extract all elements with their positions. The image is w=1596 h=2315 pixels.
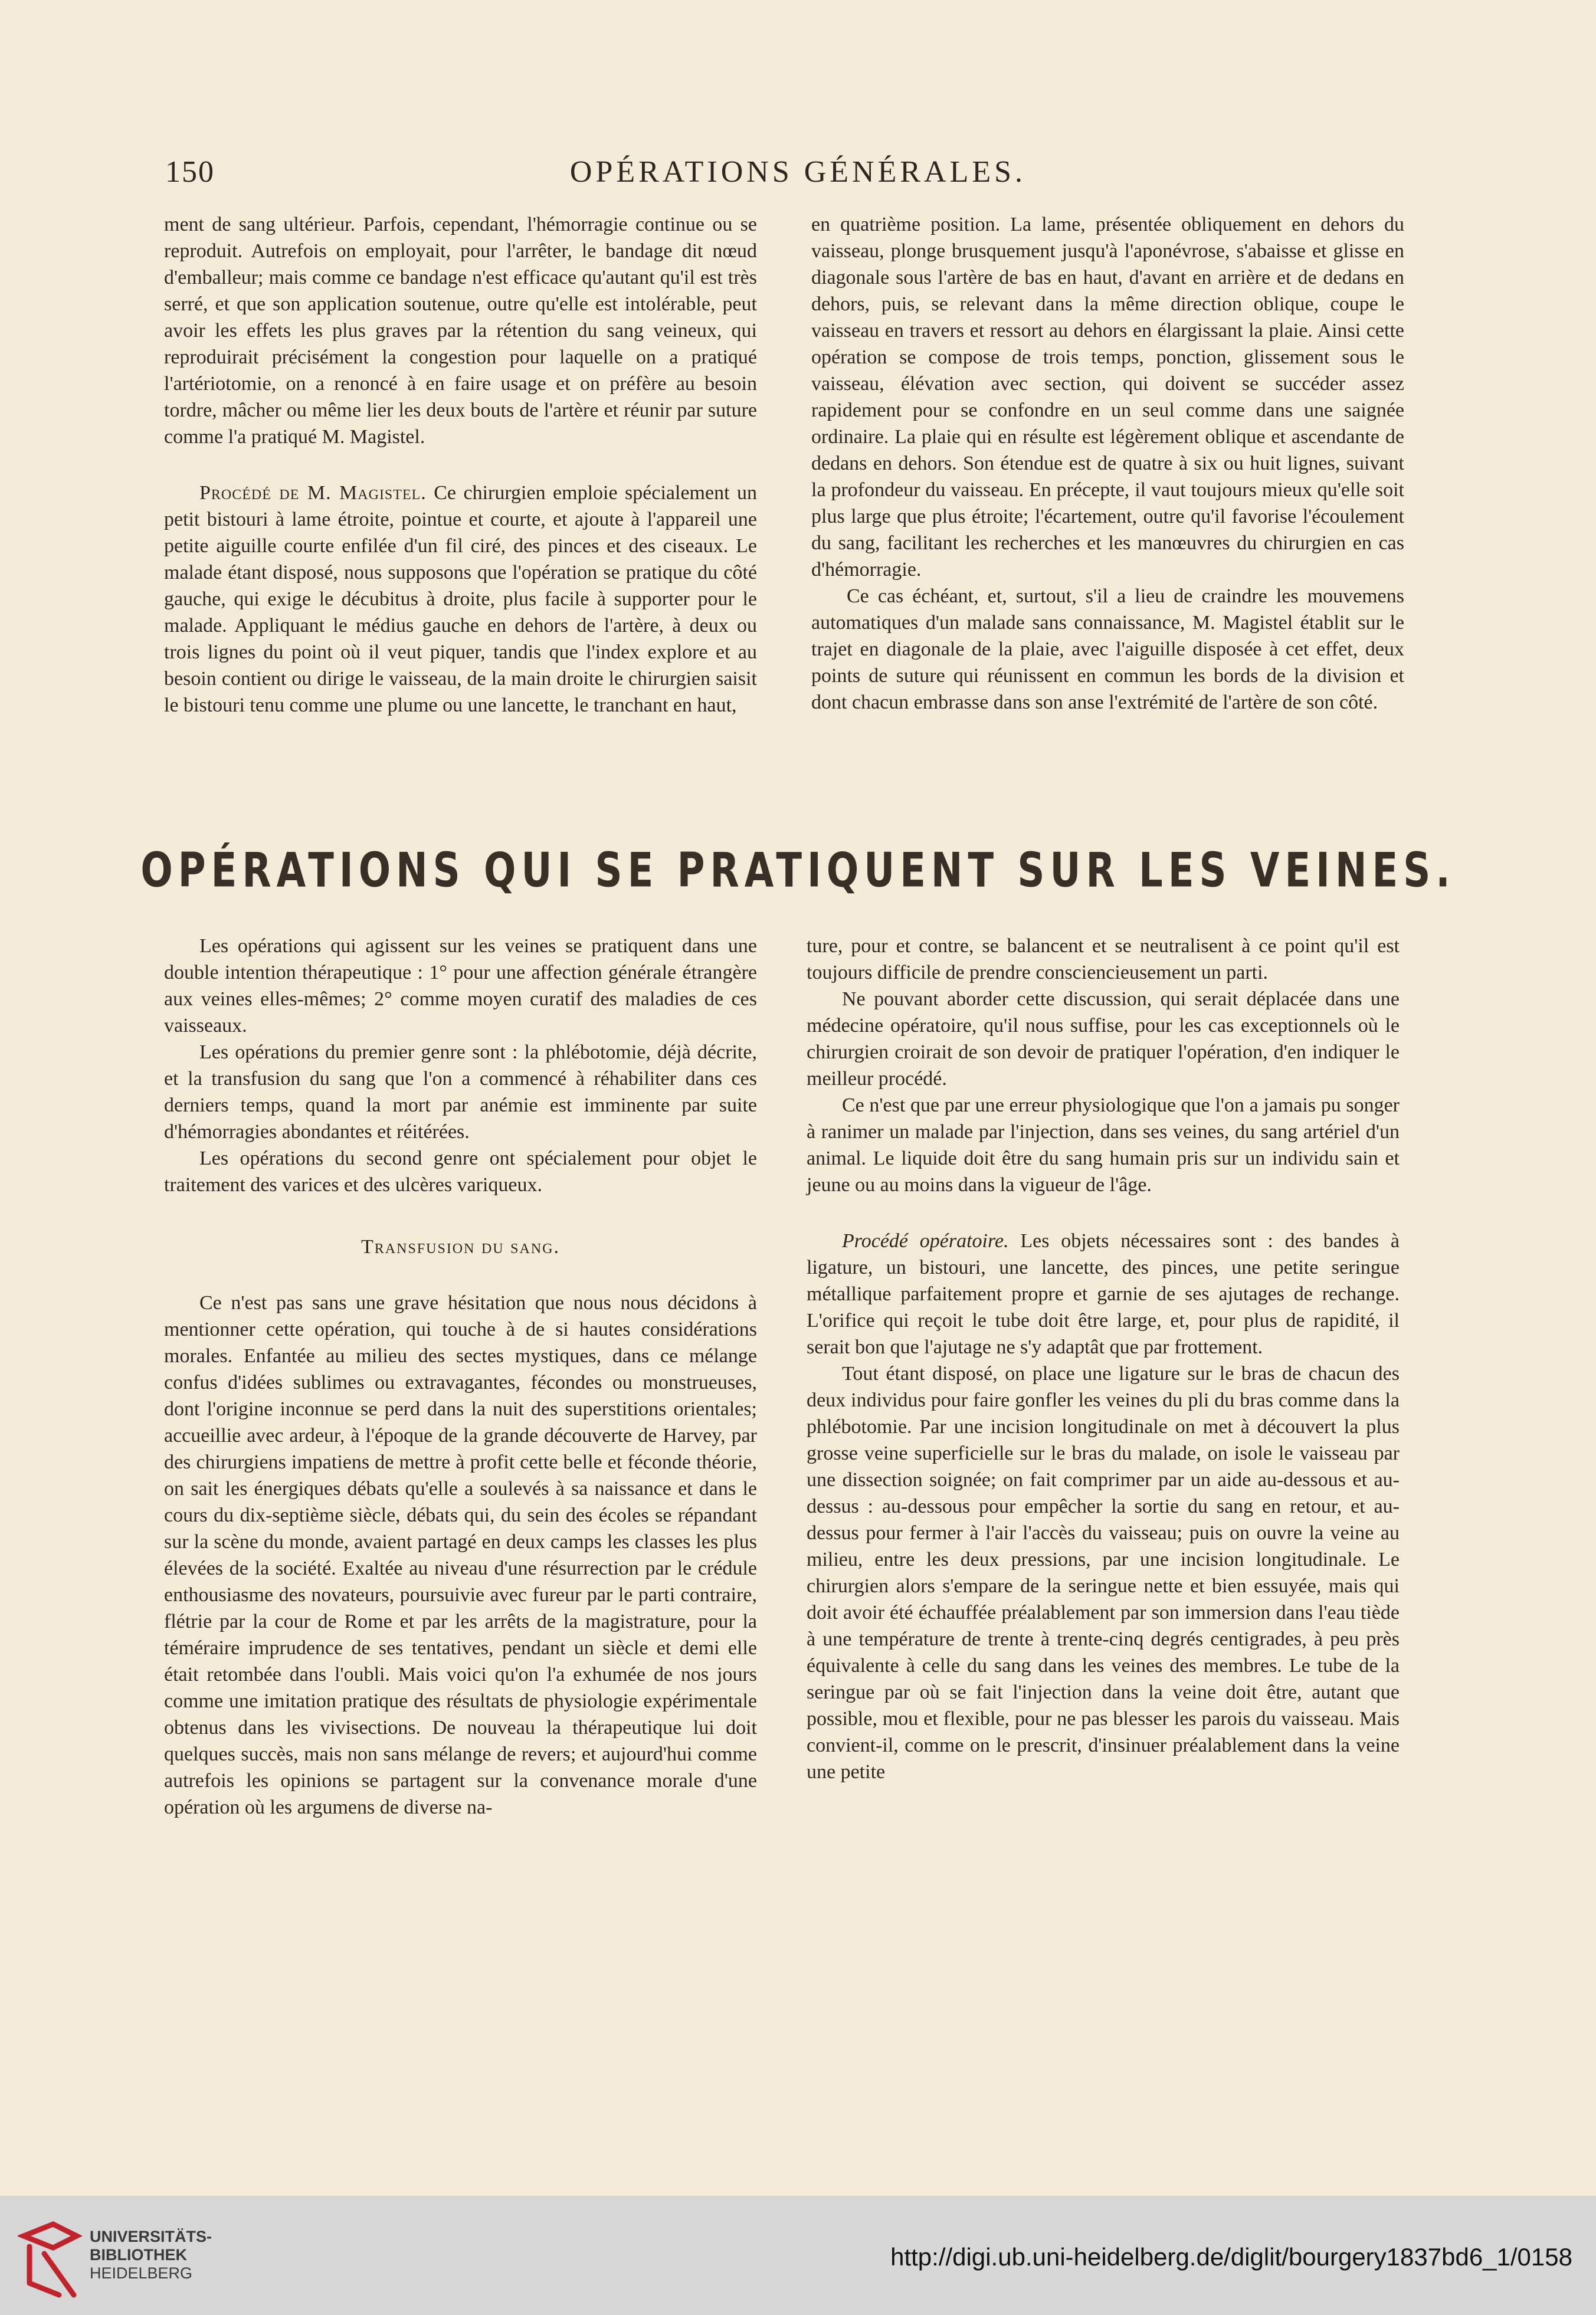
paragraph [164, 480, 757, 719]
paragraph: Tout étant disposé, on place une ligature sur le bras de chacun des deux individus pour faire gonfler les veines du pli du bras comme dans la phlébotomie. Par une incision longitudinale on met à découvert la plus grosse veine superficielle sur le bras du malade, on isole le vaisseau par une dissection soignée; on fait comprimer par un aide au-dessous et au-dessus : au-dessous pour empêcher la sortie du sang en retour, et au-dessus pour fermer à l'air l'accès du vaisseau; puis on ouvre la veine au milieu, entre les deux pressions, par une incision longitudinale. Le chirurgien alors s'empare de la seringue nette et bien essuyée, mais qui doit avoir été échauffée préalablement par son immersion dans l'eau tiède à une température de trente à trente-cinq degrés centigrades, à peu près équivalente à celle du sang dans les veines des membres. Le tube de la seringue par où se fait l'injection dans la veine doit être, autant que possible, mou et flexible, pour ne pas blesser les parois du vaisseau. Mais convient-il, comme on le prescrit, d'insinuer préalablement dans la veine une petite [807, 1363, 1400, 1783]
running-header [0, 155, 1596, 202]
library-name [90, 2228, 212, 2283]
paragraph: en quatrième position. La lame, présentée obliquement en dehors du vaisseau, plonge brusquement jusqu'à l'aponévrose, s'abaisse et glisse en diagonale sous l'artère de bas en haut, d'avant en arrière et de dedans en dehors, puis, se relevant dans la même direction oblique, coupe le vaisseau en travers et ressort au dehors en élargissant la plaie. Ainsi cette opération se compose de trois temps, ponction, glissement sous le vaisseau, élévation avec section, qui doivent se succéder assez rapidement pour se confondre en un seul comme dans une saignée ordinaire. La plaie qui en résulte est légèrement oblique et ascendante de dedans en dehors. Son étendue est de quatre à six ou huit lignes, suivant la profondeur du vaisseau. En précepte, il vaut toujours mieux qu'elle soit plus large que plus étroite; l'écartement, outre qu'il favorise l'écoulement du sang, facilitant les recherches et les manœuvres du chirurgien en cas d'hémorragie. [811, 214, 1404, 581]
upper-right-column [811, 211, 1404, 716]
paragraph-body: Ce chirurgien emploie spécialement un petit bistouri à lame étroite, pointue et courte, et ajoute à l'appareil une petite aiguille courte enfilée d'un fil ciré, des pinces et des ciseaux. Le malade étant disposé, nous supposons que l'opération se pratique du côté gauche, qui exige le décubitus à droite, plus facile à supporter pour le malade. Appliquant le médius gauche en dehors de l'artère, à deux ou trois lignes du point où il veut piquer, tandis que l'index explore et au besoin contient ou dirige le vaisseau, de la main droite le chirurgien saisit le bistouri tenu comme une plume ou une lancette, le tranchant en haut, [164, 482, 757, 716]
library-name-line: UNIVERSITÄTS- [90, 2228, 212, 2245]
upper-left-column [164, 211, 757, 719]
library-name-line: BIBLIOTHEK [90, 2246, 187, 2264]
source-url-link[interactable]: http://digi.ub.uni-heidelberg.de/diglit/bourgery1837bd6_1/0158 [890, 2243, 1572, 2271]
paragraph: Les opérations du premier genre sont : la phlébotomie, déjà décrite, et la transfusion du sang que l'on a commencé à réhabiliter dans ces derniers temps, quand la mort par anémie est imminente par suite d'hémorragies abondantes et réitérées. [164, 1041, 757, 1143]
library-logo-icon [18, 2212, 83, 2301]
paragraph-body: Les objets nécessaires sont : des bandes à ligature, un bistouri, une lancette, des pinces, une petite seringue métallique parfaitement propre et garnie de ses ajutages de rechange. L'orifice qui reçoit le tube doit être large, et, pour plus de rapidité, il serait bon que l'ajutage ne s'y adaptât que par frottement. [807, 1230, 1400, 1358]
paragraph: ment de sang ultérieur. Parfois, cependant, l'hémorragie continue ou se reproduit. Autrefois on employait, pour l'arrêter, le bandage dit nœud d'emballeur; mais comme ce bandage n'est efficace qu'autant qu'il est très serré, et que son application soutenue, outre qu'elle est intolérable, peut avoir les effets les plus graves par la rétention du sang veineux, qui reproduirait précisément la congestion pour laquelle on a pratiqué l'artériotomie, on a renoncé à en faire usage et on préfère au besoin tordre, mâcher ou même lier les deux bouts de l'artère et réunir par suture comme l'a pratiqué M. Magistel. [164, 214, 757, 448]
lower-right-column [807, 933, 1400, 1785]
paragraph: Ce cas échéant, et, surtout, s'il a lieu de craindre les mouvemens automatiques d'un malade sans connaissance, M. Magistel établit sur le trajet en diagonale de la plaie, avec l'aiguille disposée à cet effet, deux points de suture qui réunissent en commun les bords de la division et dont chacun embrasse dans son anse l'extrémité de l'artère de son côté. [811, 585, 1404, 713]
paragraph [807, 1228, 1400, 1360]
section-title: OPÉRATIONS QUI SE PRATIQUENT SUR LES VEINES. [140, 844, 1456, 899]
procedure-heading: Procédé opératoire. [842, 1230, 1009, 1252]
library-footer [0, 2196, 1596, 2315]
lower-left-column [164, 933, 757, 1821]
procedure-heading: Procédé de M. Magistel. [199, 482, 427, 504]
running-title: OPÉRATIONS GÉNÉRALES. [569, 155, 1027, 189]
paragraph: Les opérations du second genre ont spécialement pour objet le traitement des varices et des ulcères variqueux. [164, 1147, 757, 1196]
paragraph: Les opérations qui agissent sur les veines se pratiquent dans une double intention thérapeutique : 1° pour une affection générale étrangère aux veines elles-mêmes; 2° comme moyen curatif des maladies de ces vaisseaux. [164, 935, 757, 1037]
paragraph: Ne pouvant aborder cette discussion, qui serait déplacée dans une médecine opératoire, qu'il nous suffise, pour les cas exceptionnels où le chirurgien croirait de son devoir de pratiquer l'opération, d'en indiquer le meilleur procédé. [807, 988, 1400, 1090]
library-name-line: HEIDELBERG [90, 2264, 193, 2282]
paragraph: ture, pour et contre, se balancent et se neutralisent à ce point qu'il est toujours difficile de prendre consciencieusement un parti. [807, 935, 1400, 983]
page-number: 150 [165, 155, 215, 189]
paragraph: Ce n'est pas sans une grave hésitation que nous nous décidons à mentionner cette opération, qui touche à de si hautes considérations morales. Enfantée au milieu des sectes mystiques, dans ce mélange confus d'idées sublimes ou extravagantes, fécondes ou monstrueuses, dont l'origine inconnue se perd dans la nuit des superstitions orientales; accueillie avec ardeur, à l'époque de la grande découverte de Harvey, par des chirurgiens impatiens de mettre à profit cette belle et féconde théorie, on sait les énergiques débats qu'elle a soulevés à sa naissance et dans le cours du dix-septième siècle, débats qui, du sein des écoles se répandant sur la scène du monde, avaient partagé en deux camps les classes les plus élevées de la société. Exaltée au niveau d'une résurrection par le crédule enthousiasme des novateurs, poursuivie avec fureur par le parti contraire, flétrie par la cour de Rome et par les arrêts de la magistrature, pour la téméraire imprudence de ses tentatives, pendant un siècle et demi elle était retombée dans l'oubli. Mais voici qu'on l'a exhumée de nos jours comme une imitation pratique des résultats de physiologie expérimentale obtenus dans les vivisections. De nouveau la thérapeutique lui doit quelques succès, mais non sans mélange de revers; et aujourd'hui comme autrefois les opinions se partagent sur la convenance morale d'une opération où les argumens de diverse na- [164, 1292, 757, 1818]
paragraph: Ce n'est que par une erreur physiologique que l'on a jamais pu songer à ranimer un malade par l'injection, dans ses veines, du sang artériel d'un animal. Le liquide doit être du sang humain pris sur un individu sain et jeune ou au moins dans la vigueur de l'âge. [807, 1094, 1400, 1196]
subheading: Transfusion du sang. [361, 1236, 560, 1258]
